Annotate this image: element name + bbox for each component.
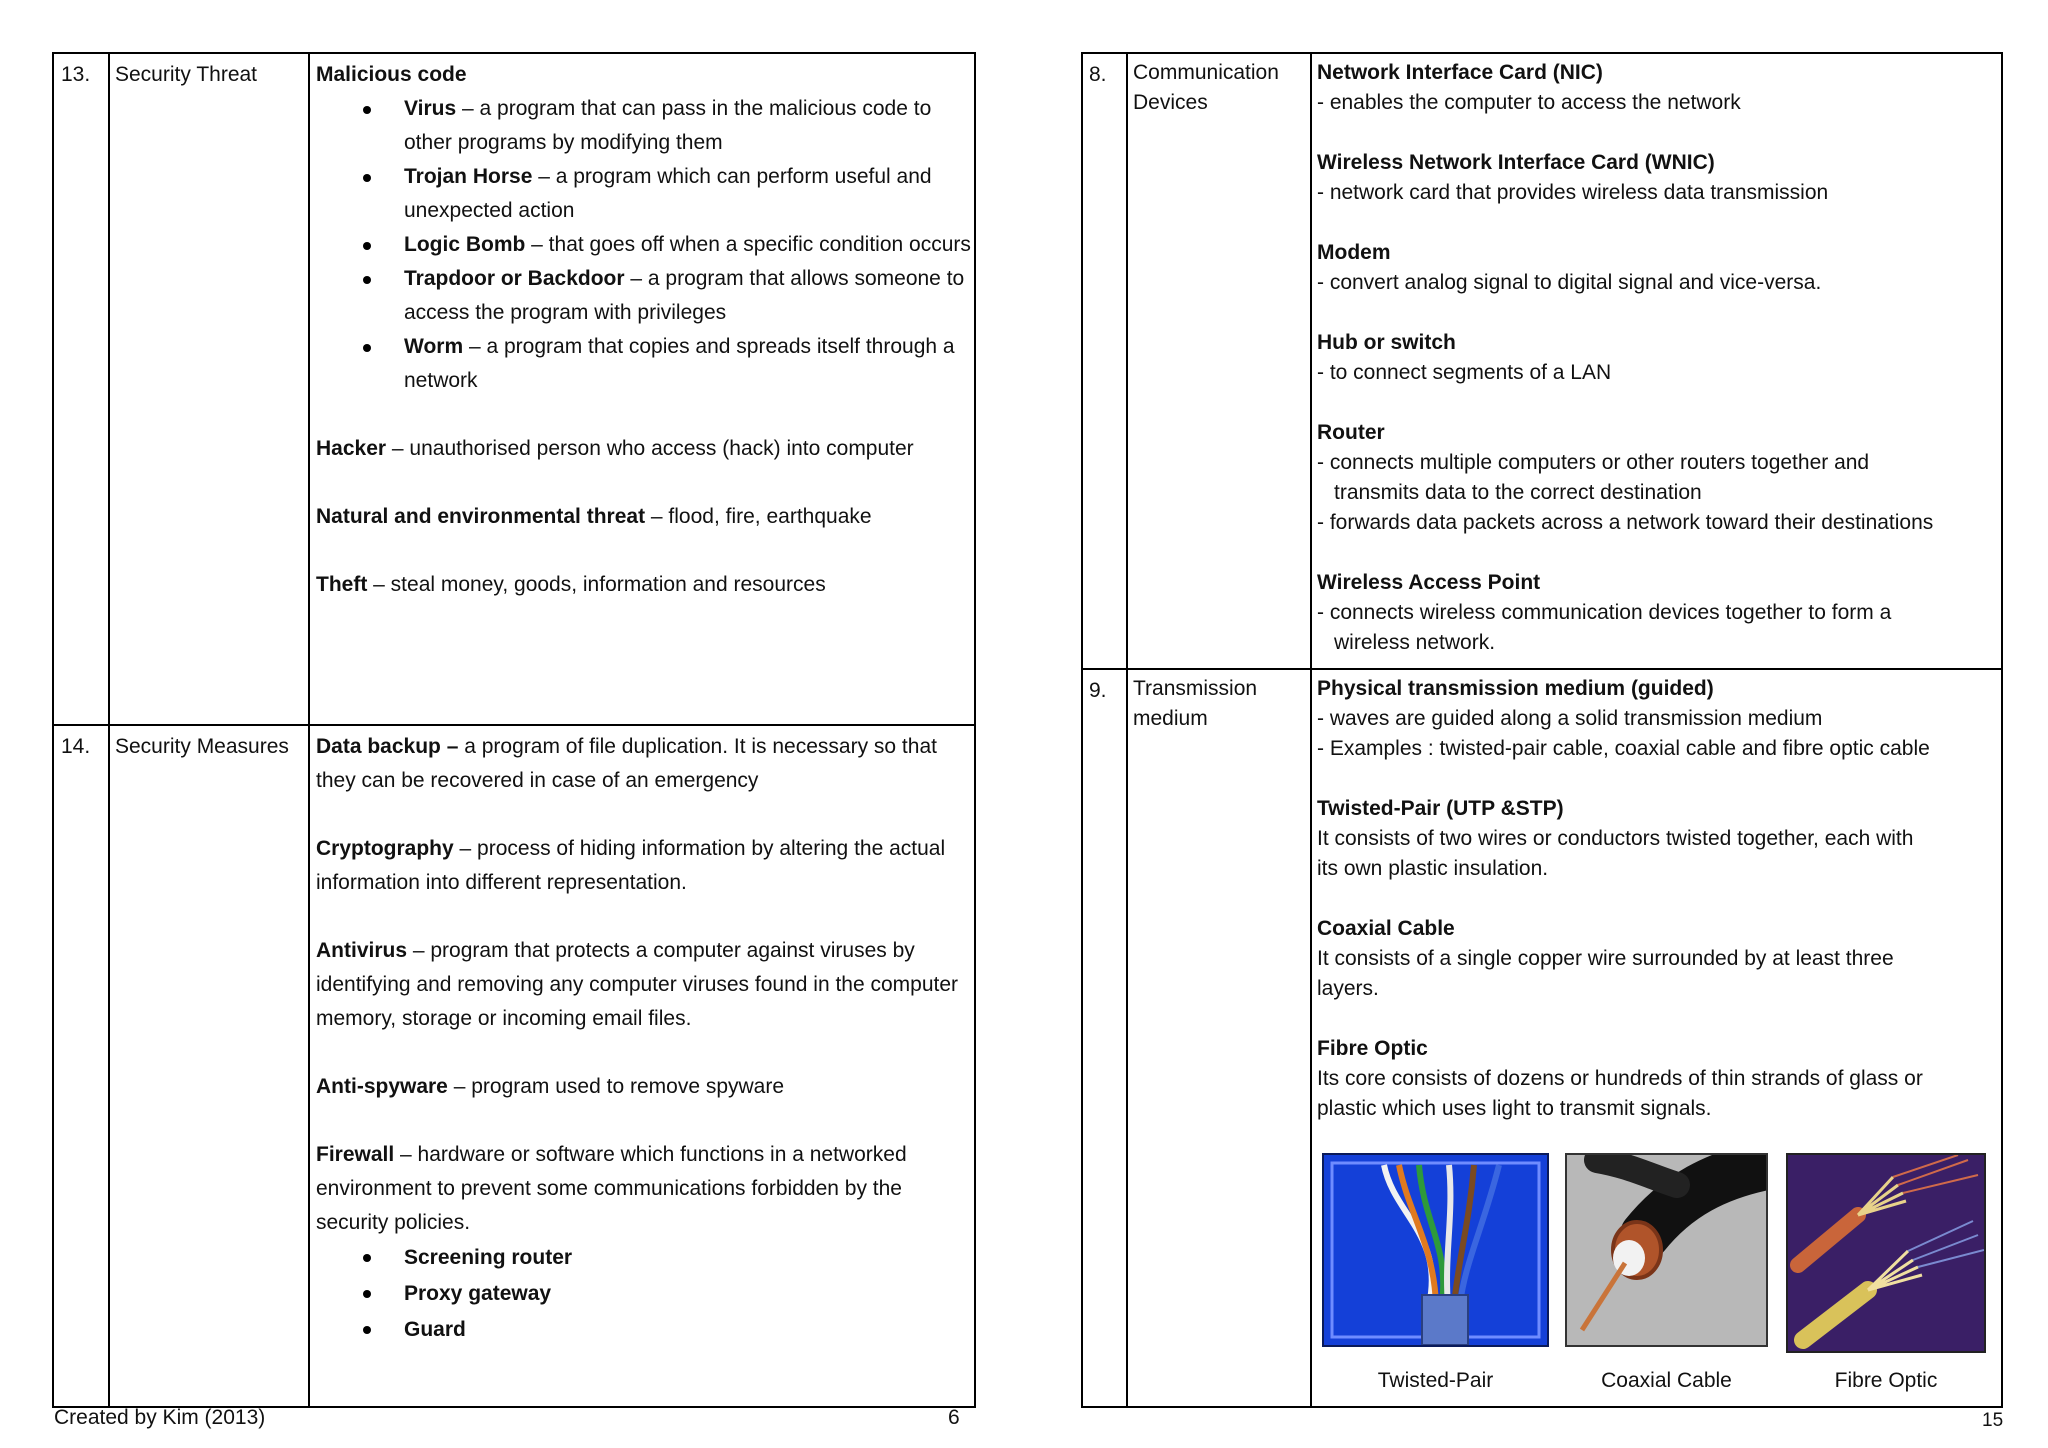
- row-number: 9.: [1089, 679, 1107, 702]
- row-number: 8.: [1089, 63, 1107, 86]
- communication-devices-content: Network Interface Card (NIC) - enables the computer to access the network Wireless Network Interface Card (WNIC) - network card that provides wireless data transmission Modem - convert analog signal to digital signal and vice-versa. Hub or switch - to connect segments of a LAN Router - connects multiple computers or other routers together and transmits data to the correct destination - forwards data packets across a network toward their destinations Wireless Access Point - connects wireless communication devices together to form a wireless network.: [1317, 61, 1934, 654]
- section-title: Hub or switch: [1317, 331, 1456, 354]
- section-title: Twisted-Pair (UTP &STP): [1317, 797, 1564, 820]
- row-number: 13.: [61, 63, 91, 86]
- fibre-optic-illustration: [1788, 1155, 1984, 1351]
- definition-item: Antivirus – program that protects a computer against viruses by identifying and removing any computer viruses found in the computer memory, storage or incoming email files.: [316, 939, 959, 1030]
- security-threat-content: [316, 58, 971, 602]
- list-item: Proxy gateway: [316, 1276, 971, 1312]
- definition-item: Hacker – unauthorised person who access (hack) into computer: [316, 437, 914, 460]
- section-title: Physical transmission medium (guided): [1317, 677, 1714, 700]
- security-measures-content: [316, 730, 971, 1348]
- list-item: Virus – a program that can pass in the malicious code to other programs by modifying them: [316, 92, 971, 160]
- list-item: Guard: [316, 1312, 971, 1348]
- list-item: Worm – a program that copies and spreads itself through a network: [316, 330, 971, 398]
- coaxial-cable-image: [1565, 1153, 1768, 1347]
- section-title: Router: [1317, 421, 1385, 444]
- definition-item: Anti-spyware – program used to remove spyware: [316, 1075, 785, 1098]
- page-number: 15: [1982, 1410, 2004, 1431]
- twisted-pair-image: [1322, 1153, 1549, 1347]
- definition-item: Firewall – hardware or software which functions in a networked environment to prevent some communications forbidden by the security policies.: [316, 1143, 907, 1234]
- row-number: 14.: [61, 735, 91, 758]
- section-title: Coaxial Cable: [1317, 917, 1455, 940]
- list-item: Trapdoor or Backdoor – a program that allows someone to access the program with privileges: [316, 262, 971, 330]
- footer-credit: Created by Kim (2013): [54, 1406, 266, 1429]
- definition-item: Natural and environmental threat – flood, fire, earthquake: [316, 505, 872, 528]
- section-title: Wireless Network Interface Card (WNIC): [1317, 151, 1715, 174]
- definition-item: Cryptography – process of hiding information by altering the actual information into different representation.: [316, 837, 946, 894]
- section-title: Modem: [1317, 241, 1391, 264]
- list-item: Trojan Horse – a program which can perform useful and unexpected action: [316, 160, 971, 228]
- coaxial-cable-illustration: [1567, 1155, 1766, 1345]
- section-title: Network Interface Card (NIC): [1317, 61, 1603, 84]
- image-caption: Twisted-Pair: [1377, 1369, 1494, 1392]
- firewall-type-list: [316, 1240, 971, 1348]
- section-title: Fibre Optic: [1317, 1037, 1428, 1060]
- definition-item: Theft – steal money, goods, information and resources: [316, 573, 826, 596]
- row-topic: Security Measures: [115, 735, 289, 758]
- twisted-pair-illustration: [1324, 1155, 1547, 1345]
- row-topic: Communication Devices: [1133, 61, 1279, 114]
- threat-bullet-list: [316, 92, 971, 398]
- list-item: Logic Bomb – that goes off when a specific condition occurs: [316, 228, 971, 262]
- fibre-optic-image: [1786, 1153, 1986, 1353]
- page-number: 6: [948, 1406, 960, 1429]
- image-caption: Fibre Optic: [1834, 1369, 1938, 1392]
- image-caption: Coaxial Cable: [1601, 1369, 1732, 1392]
- row-topic: Transmission medium: [1133, 677, 1258, 730]
- definition-item: Data backup – a program of file duplication. It is necessary so that they can be recovered in case of an emergency: [316, 735, 937, 792]
- heading: Malicious code: [316, 63, 467, 86]
- section-title: Wireless Access Point: [1317, 571, 1541, 594]
- list-item: Screening router: [316, 1240, 971, 1276]
- transmission-medium-content: Physical transmission medium (guided) - waves are guided along a solid transmission medium - Examples : twisted-pair cable, coaxial cable and fibre optic cable Twisted-Pair (UTP &STP) It consists of two wires or conductors twisted together, each with its own plastic insulation. Coaxial Cable It consists of a single copper wire surrounded by at least three layers. Fibre Optic Its core consists of dozens or hundreds of thin strands of glass or plastic which uses light to transmit signals.: [1317, 677, 1930, 1120]
- row-topic: Security Threat: [115, 63, 258, 86]
